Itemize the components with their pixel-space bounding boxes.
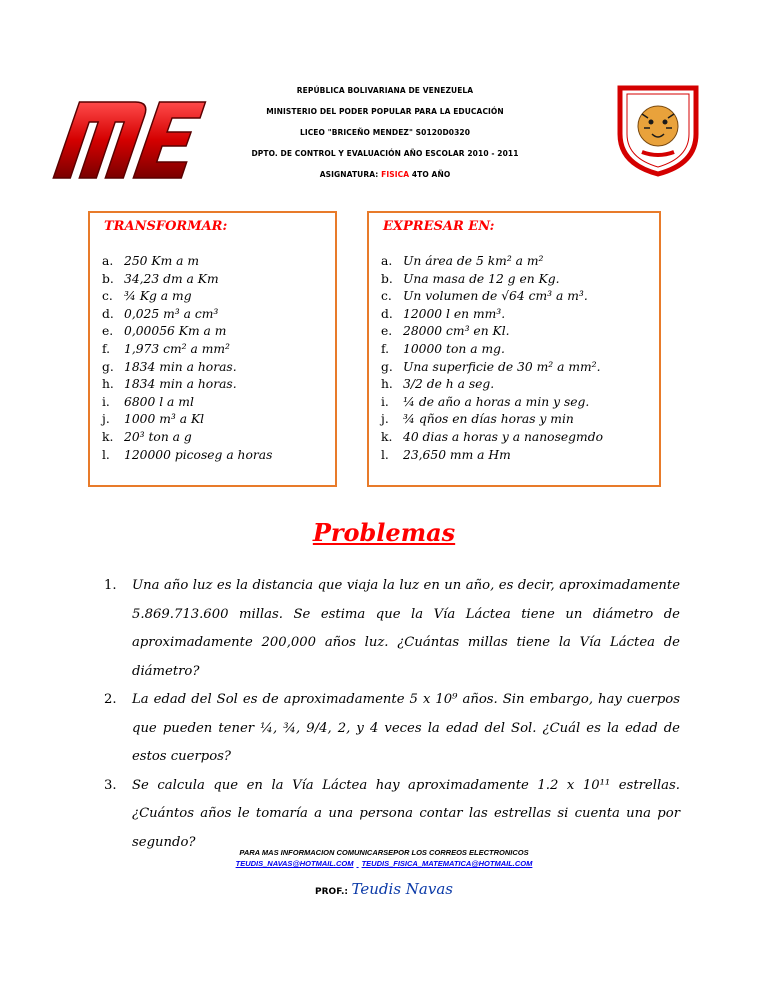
- expresar-list: [381, 253, 603, 464]
- list-item: f. 1,973 cm² a mm²: [102, 341, 230, 356]
- list-item: g. Una superficie de 30 m² a mm².: [381, 359, 601, 374]
- list-item: b. Una masa de 12 g en Kg.: [381, 271, 560, 286]
- footer-emails: [0, 859, 768, 868]
- transformar-box: [88, 211, 337, 487]
- school-logo-me: [52, 75, 202, 182]
- expresar-title: EXPRESAR EN:: [383, 219, 495, 234]
- header-line-republic: REPÚBLICA BOLIVARIANA DE VENEZUELA: [296, 86, 474, 95]
- prof-name: Teudis Navas: [351, 880, 453, 898]
- list-item: j. ¾ qños en días horas y min: [381, 412, 574, 427]
- list-item: h. 3/2 de h a seg.: [381, 377, 495, 392]
- logo-text: mE: [52, 75, 79, 94]
- header-line-subject: [210, 164, 560, 185]
- list-item: l. 23,650 mm a Hm: [381, 447, 511, 462]
- problems-title: Problemas: [312, 518, 456, 547]
- problem-item: 3. Se calcula que en la Vía Láctea hay aproximadamente 1.2 x 10¹¹ estrellas. ¿Cuántos años le tomaría a una persona contar las estrellas si cuenta una por segundo?: [104, 777, 680, 850]
- header-line-ministry: MINISTERIO DEL PODER POPULAR PARA LA EDUCACIÓN: [266, 107, 504, 116]
- transformar-list: [102, 253, 272, 464]
- list-item: a. 250 Km a m: [102, 254, 200, 268]
- list-item: e. 0,00056 Km a m: [102, 324, 227, 339]
- list-item: j. 1000 m³ a Kl: [102, 412, 205, 427]
- list-item: a. Un área de 5 km² a m²: [381, 254, 544, 268]
- list-item: i. ¼ de año a horas a min y seg.: [381, 394, 590, 409]
- list-item: k. 20³ ton a g: [102, 429, 192, 444]
- list-item: g. 1834 min a horas.: [102, 359, 237, 374]
- email-link-2[interactable]: TEUDIS_FISICA_MATEMATICA@HOTMAIL.COM: [361, 859, 533, 868]
- list-item: b. 34,23 dm a Km: [102, 271, 219, 286]
- school-seal-icon: [612, 82, 704, 178]
- list-item: i. 6800 l a ml: [102, 394, 194, 409]
- prof-label: PROF.:: [315, 887, 349, 897]
- footer-info: PARA MAS INFORMACION COMUNICARSEPOR LOS CORREOS ELECTRONICOS: [239, 848, 529, 857]
- list-item: d. 12000 l en mm³.: [381, 306, 506, 321]
- list-item: c. Un volumen de √64 cm³ a m³.: [381, 289, 588, 304]
- list-item: h. 1834 min a horas.: [102, 377, 237, 392]
- list-item: e. 28000 cm³ en Kl.: [381, 324, 510, 339]
- professor-signature: [0, 880, 768, 898]
- transformar-title: TRANSFORMAR:: [104, 219, 228, 234]
- school-year: 4TO AÑO: [411, 170, 451, 179]
- email-link-1[interactable]: TEUDIS_NAVAS@HOTMAIL.COM: [235, 859, 354, 868]
- subject-value: FISICA: [381, 170, 410, 179]
- footer: [0, 848, 768, 868]
- problem-item: 2. La edad del Sol es de aproximadamente 5 x 10⁹ años. Sin embargo, hay cuerpos que pueden tener ¼, ¾, 9/4, 2, y 4 veces la edad del Sol. ¿Cuál es la edad de estos cuerpos?: [104, 692, 680, 764]
- list-item: d. 0,025 m³ a cm³: [102, 306, 219, 321]
- header-line-department: DPTO. DE CONTROL Y EVALUACIÓN AÑO ESCOLAR 2010 - 2011: [251, 149, 519, 158]
- list-item: c. ¾ Kg a mg: [102, 289, 192, 304]
- problem-item: 1. Una año luz es la distancia que viaja la luz en un año, es decir, aproximadamente 5.869.713.600 millas. Se estima que la Vía Láctea tiene un diámetro de aproximadamente 200,000 años luz. ¿Cuántas millas tiene la Vía Láctea de diámetro?: [104, 578, 680, 679]
- problems-list: [104, 572, 680, 857]
- header-block: [210, 80, 560, 185]
- list-item: k. 40 dias a horas y a nanosegmdo: [381, 429, 603, 444]
- header-line-school: LICEO "BRICEÑO MENDEZ" S0120D0320: [299, 128, 471, 137]
- list-item: l. 120000 picoseg a horas: [102, 447, 273, 462]
- expresar-box: [367, 211, 661, 487]
- list-item: f. 10000 ton a mg.: [381, 341, 505, 356]
- subject-label: ASIGNATURA:: [319, 170, 379, 179]
